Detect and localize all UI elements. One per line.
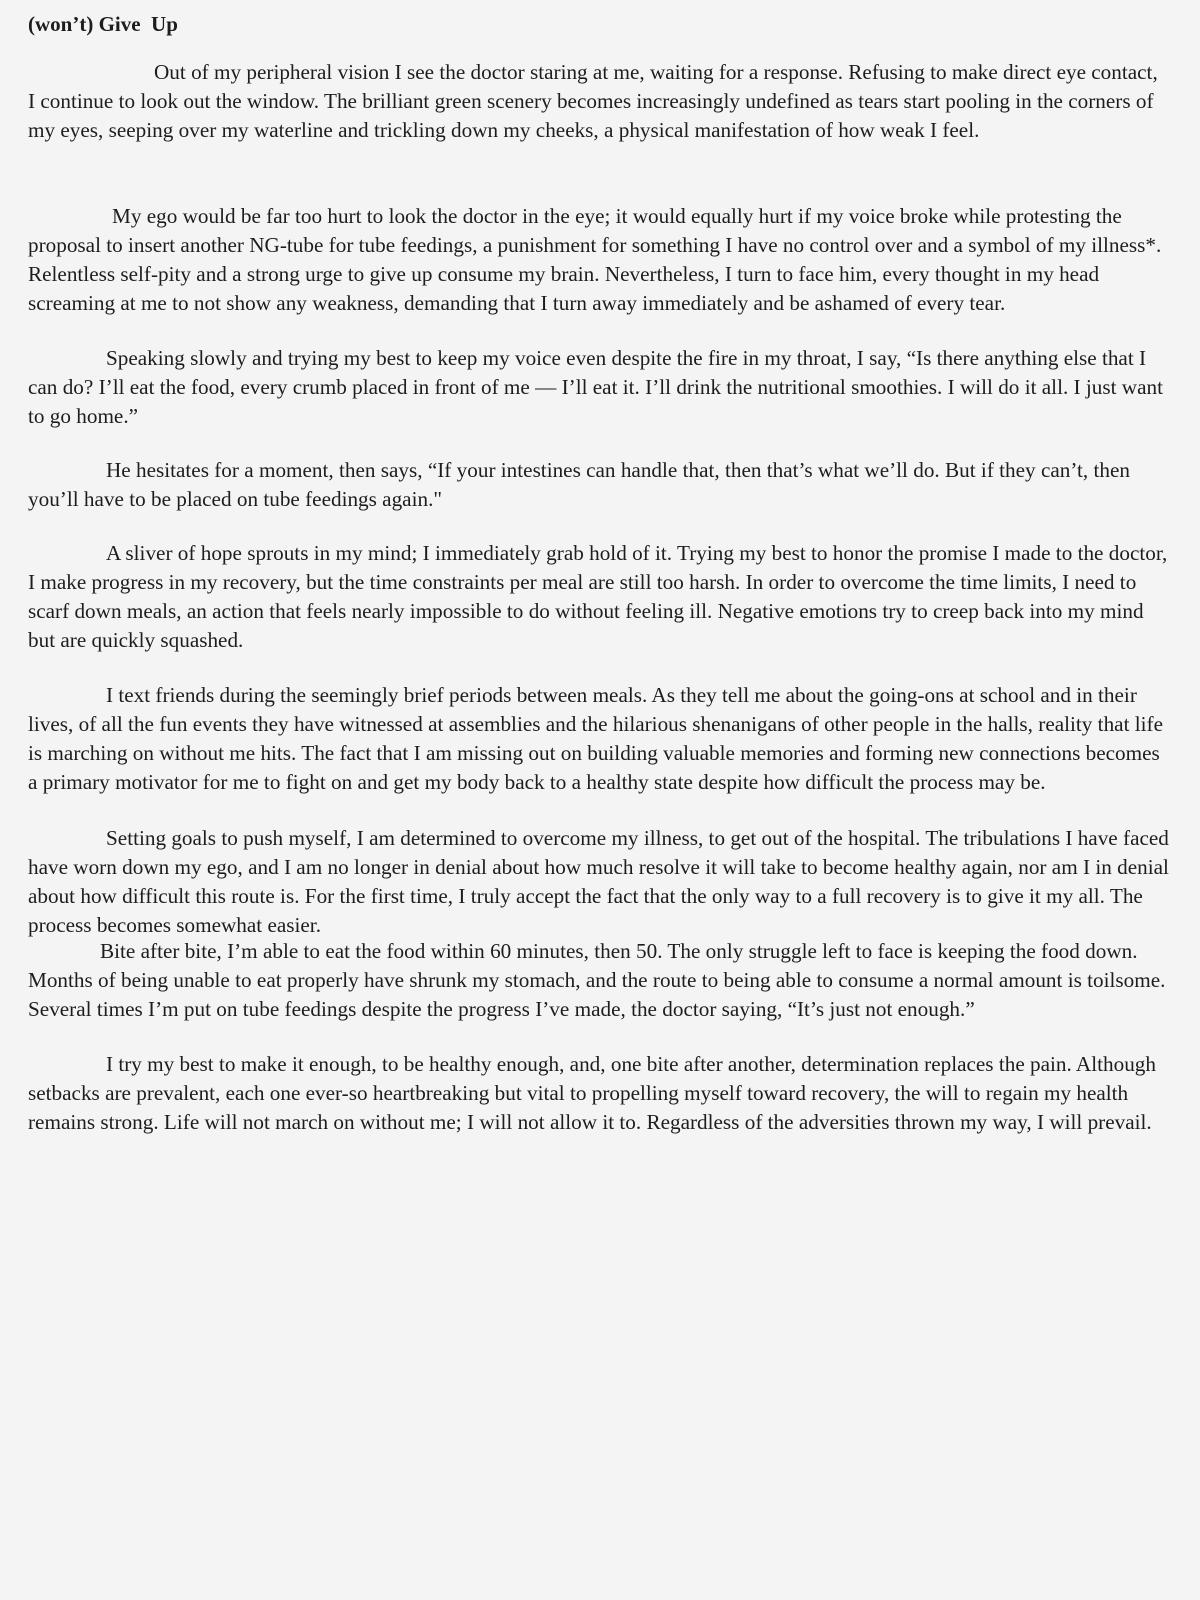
paragraph-5: A sliver of hope sprouts in my mind; I immediately grab hold of it. Trying my best to honor the promise I made to the doctor, I make progress in my recovery, but the time constraints per meal are still too harsh. In order to overcome the time limits, I need to scarf down meals, an action that feels nearly impossible to do without feeling ill. Negative emotions try to creep back into my mind but are quickly squashed.: [28, 541, 1168, 652]
paragraph-4: He hesitates for a moment, then says, “If your intestines can handle that, then that’s what we’ll do. But if they can’t, then you’ll have to be placed on tube feedings again.": [28, 458, 1130, 511]
paragraph-7: Setting goals to push myself, I am determined to overcome my illness, to get out of the hospital. The tribulations I have faced have worn down my ego, and I am no longer in denial about how much resolve it will take to become healthy again, nor am I in denial about how difficult this route is. For the first time, I truly accept the fact that the only way to a full recovery is to give it my all. The process becomes somewhat easier.: [28, 826, 1169, 937]
paragraph-9: I try my best to make it enough, to be healthy enough, and, one bite after another, determination replaces the pain. Although setbacks are prevalent, each one ever-so heartbreaking but vital to propelling myself toward recovery, the will to regain my health remains strong. Life will not march on without me; I will not allow it to. Regardless of the adversities thrown my way, I will prevail.: [28, 1052, 1156, 1134]
paragraph-8: Bite after bite, I’m able to eat the food within 60 minutes, then 50. The only struggle left to face is keeping the food down. Months of being unable to eat properly have shrunk my stomach, and the route to being able to consume a normal amount is toilsome. Several times I’m put on tube feedings despite the progress I’ve made, the doctor saying, “It’s just not enough.”: [28, 939, 1166, 1021]
paragraph-3: Speaking slowly and trying my best to keep my voice even despite the fire in my throat, I say, “Is there anything else that I can do? I’ll eat the food, every crumb placed in front of me — I’ll eat it. I’ll drink the nutritional smoothies. I will do it all. I just want to go home.”: [28, 346, 1163, 428]
document-title: (won’t) Give Up: [28, 12, 178, 36]
paragraph-2: My ego would be far too hurt to look the doctor in the eye; it would equally hurt if my voice broke while protesting the proposal to insert another NG-tube for tube feedings, a punishment for something I have no control over and a symbol of my illness*. Relentless self-pity and a strong urge to give up consume my brain. Nevertheless, I turn to face him, every thought in my head screaming at me to not show any weakness, demanding that I turn away immediately and be ashamed of every tear.: [28, 204, 1162, 315]
paragraph-6: I text friends during the seemingly brief periods between meals. As they tell me about the going-ons at school and in their lives, of all the fun events they have witnessed at assemblies and the hilarious shenanigans of other people in the halls, reality that life is marching on without me hits. The fact that I am missing out on building valuable memories and forming new connections becomes a primary motivator for me to fight on and get my body back to a healthy state despite how difficult the process may be.: [28, 683, 1163, 794]
paragraph-1: Out of my peripheral vision I see the doctor staring at me, waiting for a response. Refusing to make direct eye contact, I continue to look out the window. The brilliant green scenery becomes increasingly undefined as tears start pooling in the corners of my eyes, seeping over my waterline and trickling down my cheeks, a physical manifestation of how weak I feel.: [28, 60, 1158, 142]
